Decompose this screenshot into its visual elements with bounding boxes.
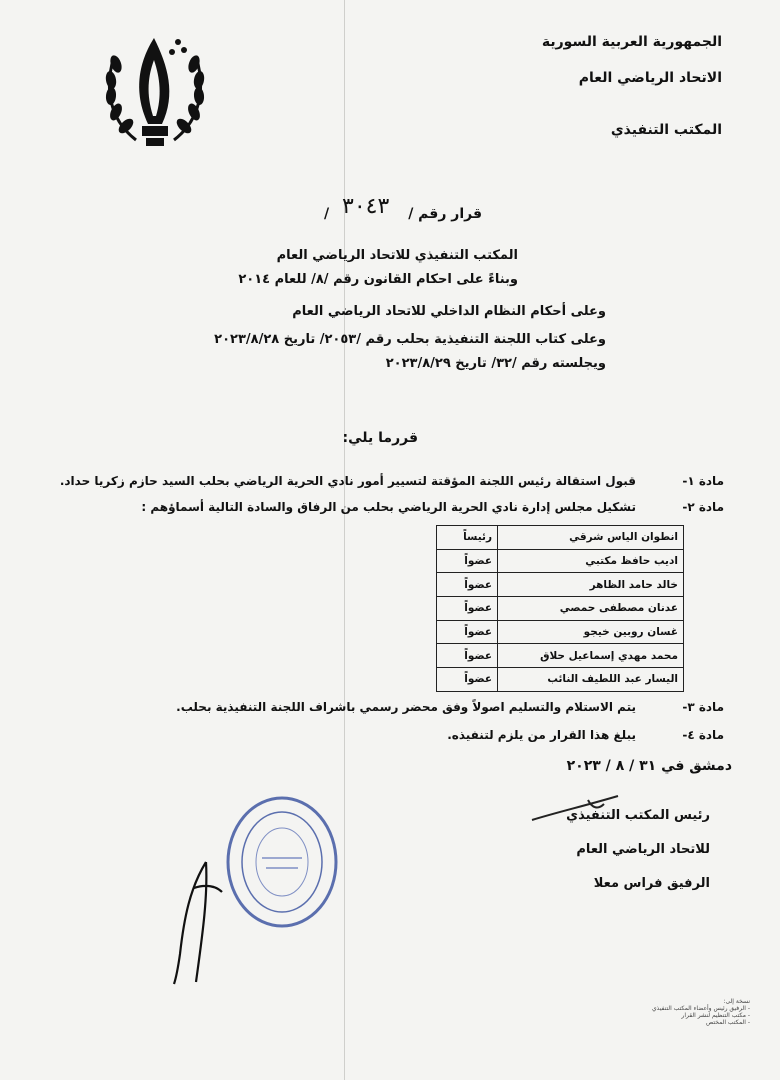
- decision-number: ٣٠٤٣: [342, 194, 390, 219]
- member-name: انطوان الياس شرقي: [498, 526, 684, 550]
- member-role: عضواً: [437, 597, 498, 621]
- signatory-name: الرفيق فراس معلا: [593, 876, 710, 891]
- decision-label: قرار رقم /: [408, 206, 482, 222]
- member-role: عضواً: [437, 573, 498, 597]
- member-name: محمد مهدي إسماعيل حلاق: [498, 644, 684, 668]
- article-label: مادة ٢-: [682, 500, 724, 514]
- preamble-line: وعلى أحكام النظام الداخلي للاتحاد الرياضي العام: [292, 304, 606, 319]
- member-name: اديب حافظ مكتبي: [498, 549, 684, 573]
- board-members-body: [437, 526, 684, 692]
- board-member-row: [437, 573, 684, 597]
- official-stamp: [222, 792, 342, 932]
- article-text: قبول استقالة رئيس اللجنة المؤقتة لتسيير أمور نادي الحرية الرياضي بحلب السيد حازم زكريا حداد.: [59, 474, 636, 488]
- member-role: عضواً: [437, 644, 498, 668]
- member-role: رئيساً: [437, 526, 498, 550]
- article-text: يتم الاستلام والتسليم اصولاً وفق محضر رسمي باشراف اللجنة التنفيذية بحلب.: [176, 700, 636, 714]
- member-role: عضواً: [437, 620, 498, 644]
- board-member-row: [437, 668, 684, 692]
- article-label: مادة ١-: [682, 474, 724, 488]
- member-name: عدنان مصطفى حمصي: [498, 597, 684, 621]
- preamble-line: ويجلسته رقم /٣٢/ تاريخ ٢٠٢٣/٨/٢٩: [385, 356, 606, 371]
- board-member-row: [437, 644, 684, 668]
- board-member-row: [437, 597, 684, 621]
- article-text: تشكيل مجلس إدارة نادي الحرية الرياضي بحلب من الرفاق والسادة التالية أسماؤهم :: [141, 500, 636, 514]
- preamble-line: وعلى كتاب اللجنة التنفيذية بحلب رقم /٢٠٥٣/ تاريخ ٢٠٢٣/٨/٢٨: [214, 332, 606, 347]
- article-text: يبلغ هذا القرار من يلزم لتنفيذه.: [447, 728, 636, 742]
- member-name: خالد حامد الظاهر: [498, 573, 684, 597]
- page-fold-line: [344, 0, 345, 1080]
- country-heading: الجمهورية العربية السورية: [541, 34, 722, 50]
- member-name: اليسار عبد اللطيف النائب: [498, 668, 684, 692]
- handwritten-signature: [166, 858, 226, 988]
- signatory-title: رئيس المكتب التنفيذي: [566, 808, 710, 823]
- board-members-table: [436, 525, 684, 692]
- federation-emblem-logo: [96, 20, 214, 160]
- board-member-row: [437, 620, 684, 644]
- office-heading: المكتب التنفيذي: [610, 122, 722, 138]
- copies-heading: نسخة إلى:: [723, 998, 750, 1005]
- copies-line: - المكتب المختص: [706, 1019, 750, 1026]
- member-role: عضواً: [437, 668, 498, 692]
- signatory-title-2: للاتحاد الرياضي العام: [576, 842, 710, 857]
- decision-number-tail: /: [324, 206, 330, 222]
- article-label: مادة ٣-: [682, 700, 724, 714]
- copies-block: [610, 998, 750, 1026]
- copies-line: - مكتب التنظيم لنشر القرار: [681, 1012, 750, 1019]
- copies-line: - الرفيق رئيس وأعضاء المكتب التنفيذي: [651, 1005, 750, 1012]
- resolved-heading: قررما يلي:: [342, 430, 418, 446]
- article-label: مادة ٤-: [682, 728, 724, 742]
- preamble-line: المكتب التنفيذي للاتحاد الرياضي العام: [276, 248, 518, 263]
- preamble-line: وبناءً على احكام القانون رقم /٨/ للعام ٢٠١٤: [238, 272, 518, 287]
- member-role: عضواً: [437, 549, 498, 573]
- date-line: دمشق في ٣١ / ٨ / ٢٠٢٣: [566, 758, 732, 774]
- board-member-row: [437, 549, 684, 573]
- board-member-row: [437, 526, 684, 550]
- federation-heading: الاتحاد الرياضي العام: [578, 70, 722, 86]
- member-name: غسان روبين خيجو: [498, 620, 684, 644]
